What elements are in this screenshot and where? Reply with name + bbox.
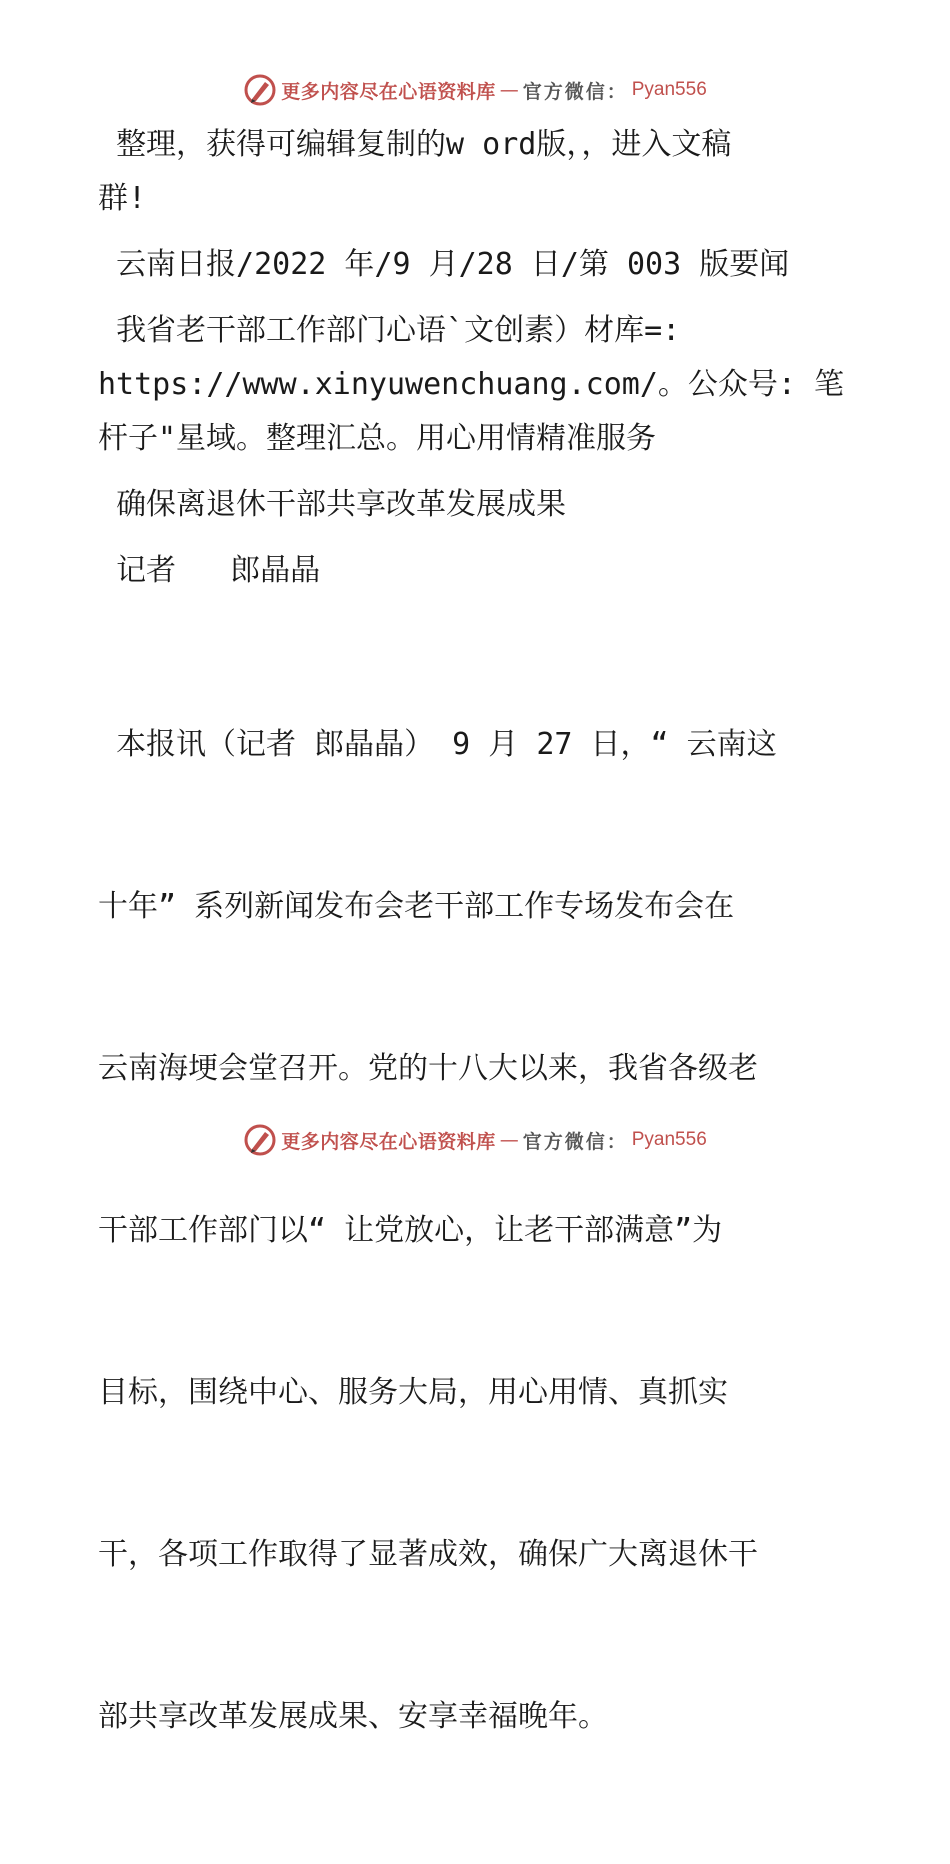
- body-line: 十年” 系列新闻发布会老干部工作专场发布会在: [98, 889, 735, 924]
- banner-wechat-id: Pyan556: [631, 79, 707, 100]
- banner-wechat-id: Pyan556: [631, 1129, 707, 1150]
- banner-dash: —: [499, 79, 519, 101]
- notice-paragraph: [98, 304, 858, 466]
- banner-dash: —: [499, 1129, 519, 1151]
- intro-line-1: 整理，获得可编辑复制的w ord版，，进入文稿: [98, 127, 732, 162]
- pen-logo-icon: [243, 73, 277, 107]
- banner-title: 更多内容尽在心语资料库: [281, 80, 496, 103]
- body-line: 部共享改革发展成果、安享幸福晚年。: [98, 1699, 608, 1734]
- notice-line-3: 杆子"星域。整理汇总。用心用情精准服务: [98, 421, 657, 456]
- body-line: 云南海埂会堂召开。党的十八大以来，我省各级老: [98, 1051, 758, 1086]
- notice-line-2: https://www.xinyuwenchuang.com/。公众号: 笔: [98, 367, 845, 402]
- body-line: 本报讯（记者 郎晶晶） 9 月 27 日，“ 云南这: [98, 727, 777, 762]
- banner-official-label: 官方微信：: [522, 1130, 628, 1153]
- header-banner: [0, 70, 950, 110]
- byline: 记者 郎晶晶: [98, 553, 321, 588]
- banner-title: 更多内容尽在心语资料库: [281, 1130, 496, 1153]
- footer-banner: [0, 1120, 950, 1160]
- intro-paragraph: [98, 118, 858, 226]
- source-line: 云南日报/2022 年/9 月/28 日/第 003 版要闻: [98, 247, 790, 282]
- body-line: 干部工作部门以“ 让党放心，让老干部满意”为: [98, 1213, 723, 1248]
- body-line: 干，各项工作取得了显著成效，确保广大离退休干: [98, 1537, 758, 1572]
- notice-line-1: 我省老干部工作部门心语`文创素）材库=:: [98, 313, 681, 348]
- headline: 确保离退休干部共享改革发展成果: [98, 487, 567, 522]
- body-line: 目标，围绕中心、服务大局，用心用情、真抓实: [98, 1375, 728, 1410]
- banner-official-label: 官方微信：: [522, 80, 628, 103]
- banner-content: [243, 73, 707, 107]
- banner-content: [243, 1123, 707, 1157]
- pen-logo-icon: [243, 1123, 277, 1157]
- intro-line-2: 群!: [98, 181, 147, 216]
- body-paragraph: [98, 610, 858, 1852]
- document-body: [98, 118, 858, 1864]
